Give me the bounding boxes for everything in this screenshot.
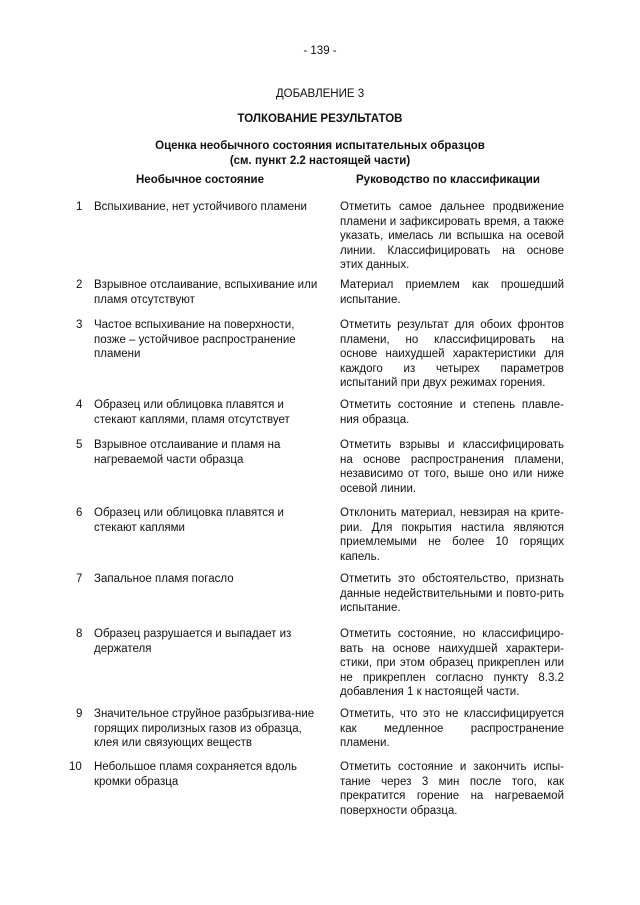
row-state: Значительное струйное разбрызгива-ние горящих пиролизных газов из образца, клея или связующих веществ (94, 708, 315, 749)
row-number: 10 (69, 761, 82, 773)
row-state: Запальное пламя погасло (94, 573, 234, 585)
row-number: 6 (76, 507, 83, 519)
row-number: 9 (76, 708, 83, 720)
row-guidance: Отметить состояние и степень плавле-ния образца. (340, 399, 564, 426)
row-state: Образец разрушается и выпадает из держателя (94, 628, 292, 655)
row-number: 2 (76, 279, 83, 291)
row-number: 5 (76, 439, 83, 451)
row-guidance: Материал приемлем как прошедший испытание. (340, 279, 564, 306)
row-state: Образец или облицовка плавятся и стекают каплями, пламя отсутствует (94, 399, 290, 426)
page-number: - 139 - (303, 45, 337, 57)
column-header-guidance: Руководство по классификации (356, 174, 540, 186)
row-number: 1 (76, 201, 83, 213)
table-subtitle (0, 139, 640, 168)
row-number: 4 (76, 399, 83, 411)
document-title: ТОЛКОВАНИЕ РЕЗУЛЬТАТОВ (237, 113, 403, 125)
row-guidance: Отметить состояние, но классифициро-вать на основе наихудшей характери-стики, при этом образец прикреплен или не прикреплен согласно пункту 8.3.2 добавления 1 к настоящей части. (340, 628, 564, 698)
subtitle-line-1: Оценка необычного состояния испытательных образцов (155, 140, 485, 152)
column-header-state: Необычное состояние (136, 174, 265, 186)
row-number: 3 (76, 319, 83, 331)
row-state: Вспыхивание, нет устойчивого пламени (94, 201, 307, 213)
row-state: Взрывное отслаивание и пламя на нагреваемой части образца (94, 439, 281, 466)
row-state: Образец или облицовка плавятся и стекают каплями (94, 507, 284, 534)
row-guidance: Отметить, что это не классифицируется как медленное распространение пламени. (340, 708, 564, 749)
row-number: 8 (76, 628, 83, 640)
row-guidance: Отметить состояние и закончить испы-тание через 3 мин после того, как прекратится горение на нагреваемой поверхности образца. (340, 761, 564, 817)
row-guidance: Отметить результат для обоих фронтов пламени, но классифицировать на основе наихудшей характеристики для каждого из четырех параметров испытаний при двух режимах горения. (340, 319, 564, 389)
row-guidance: Отметить взрывы и классифицировать на основе распространения пламени, независимо от того, выше оно или ниже осевой линии. (340, 439, 564, 495)
subtitle-line-2: (см. пункт 2.2 настоящей части) (229, 154, 411, 167)
annex-label: ДОБАВЛЕНИЕ 3 (275, 88, 365, 100)
row-state: Частое вспыхивание на поверхности, позже – устойчивое распространение пламени (94, 319, 296, 360)
row-guidance: Отклонить материал, невзирая на крите-рии. Для покрытия настила являются приемлемыми не более 10 горящих капель. (340, 507, 564, 563)
row-guidance: Отметить самое дальнее продвижение пламени и зафиксировать время, а также указать, имелась ли вспышка на осевой линии. Классифицировать на основе этих данных. (340, 201, 564, 271)
row-guidance: Отметить это обстоятельство, признать данные недействительными и повто-рить испытание. (340, 573, 564, 614)
row-number: 7 (76, 573, 83, 585)
row-state: Взрывное отслаивание, вспыхивание или пламя отсутствуют (94, 279, 318, 306)
row-state: Небольшое пламя сохраняется вдоль кромки образца (94, 761, 298, 788)
